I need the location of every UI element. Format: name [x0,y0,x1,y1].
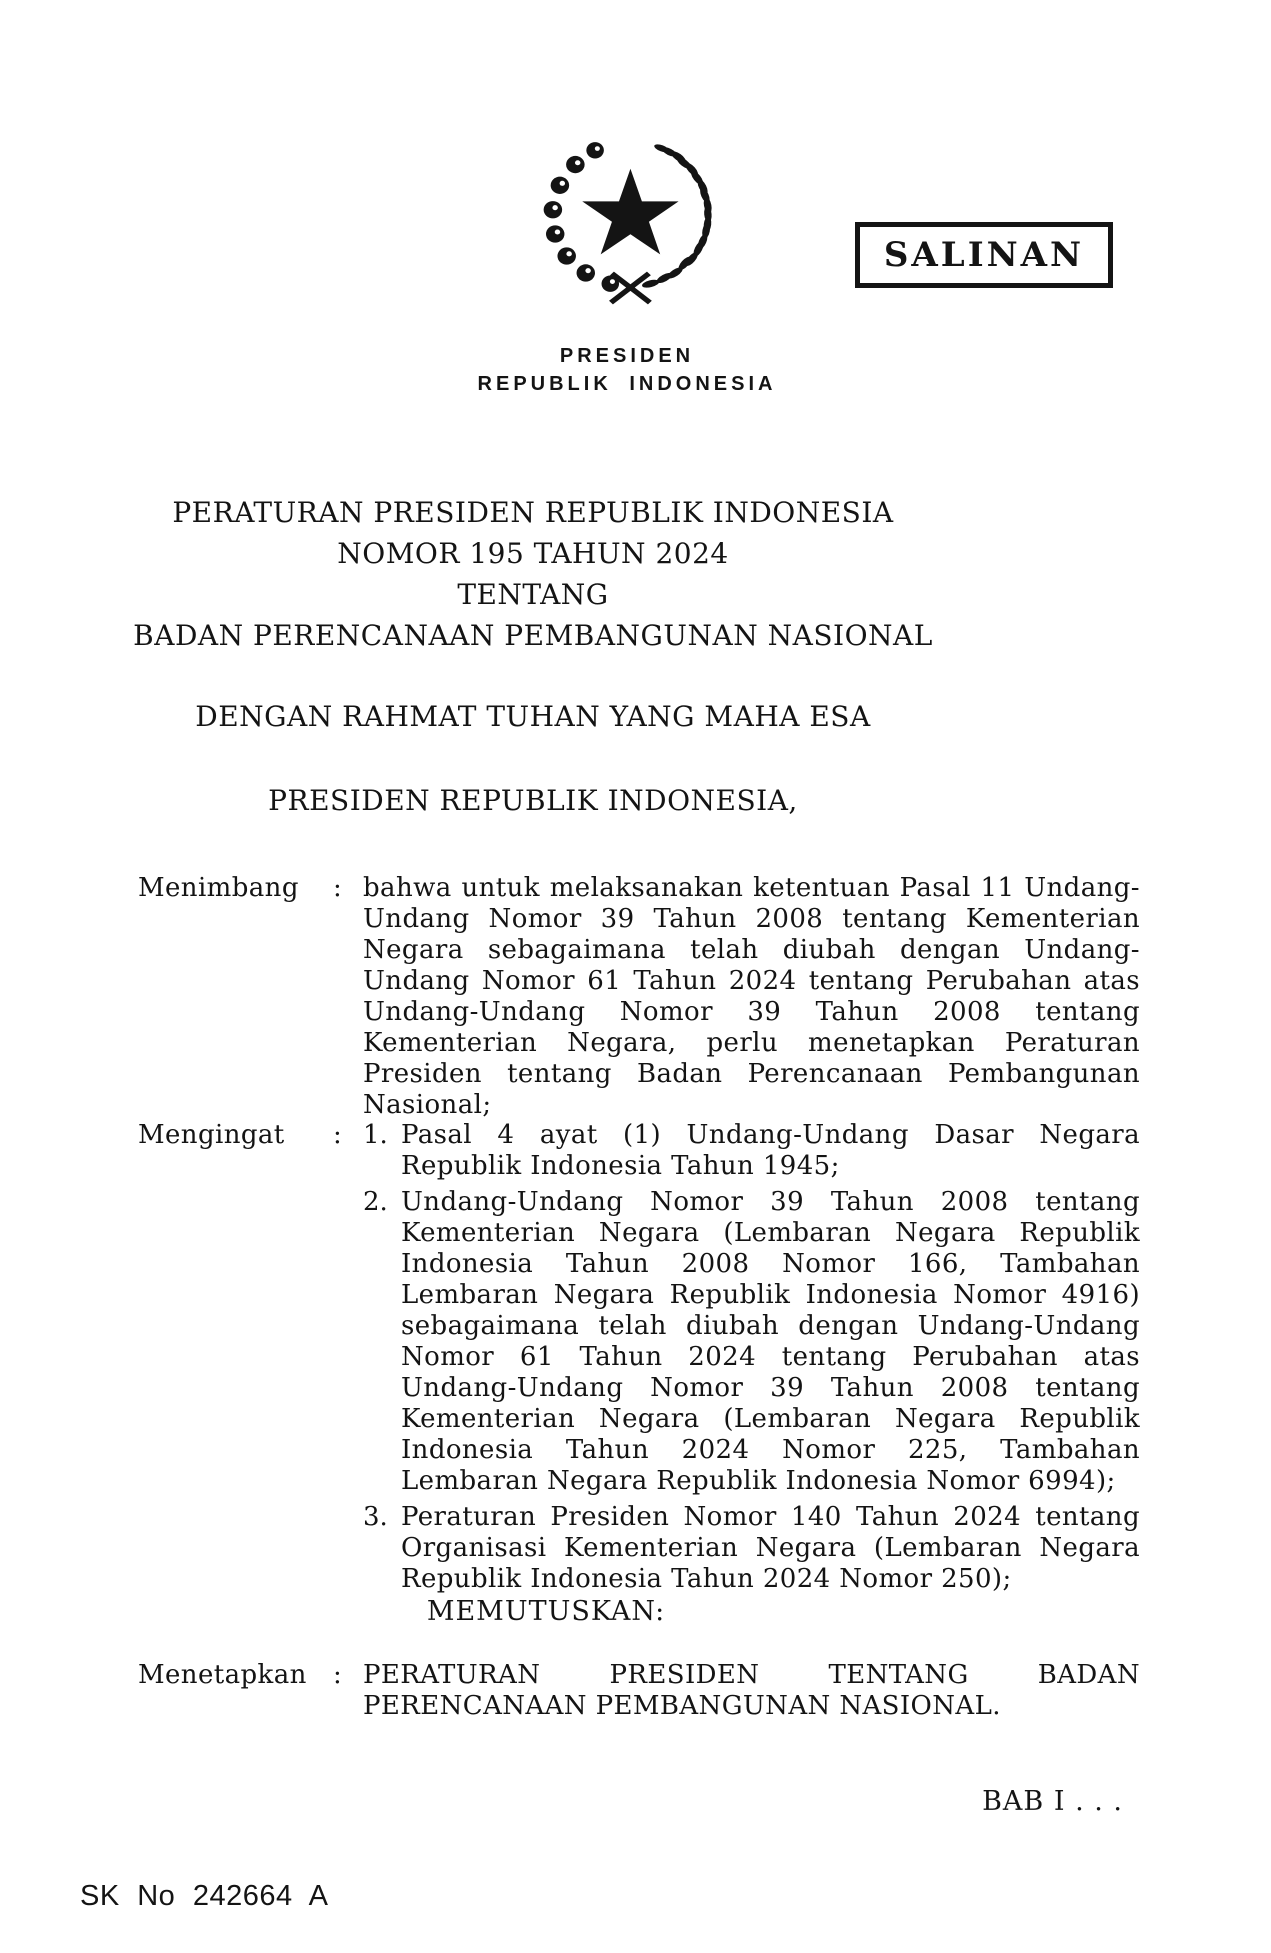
title-line-tentang: TENTANG [457,578,609,611]
menimbang-colon: : [333,873,343,903]
menimbang-label: Menimbang [138,873,299,903]
invocation-line: DENGAN RAHMAT TUHAN YANG MAHA ESA [195,700,871,733]
presidential-seal-emblem [538,136,718,318]
mengingat-list [363,1120,1140,1600]
list-item-text: Peraturan Presiden Nomor 140 Tahun 2024 tentang Organisasi Kementerian Negara (Lembaran Negara Republik Indonesia Tahun 2024 Nomor 250); [401,1502,1140,1594]
letterhead-presiden: PRESIDEN [559,345,695,367]
memutuskan-heading: MEMUTUSKAN: [426,1596,666,1627]
list-item-text: Pasal 4 ayat (1) Undang-Undang Dasar Negara Republik Indonesia Tahun 1945; [401,1120,1140,1181]
continuation-marker: BAB I . . . [982,1786,1123,1817]
menetapkan-colon: : [333,1660,343,1690]
regulation-title [33,492,1033,656]
section-menetapkan [138,1660,1140,1722]
authority-line: PRESIDEN REPUBLIK INDONESIA, [268,784,798,817]
menimbang-text: bahwa untuk melaksanakan ketentuan Pasal 11 Undang-Undang Nomor 39 Tahun 2008 tentang Kementerian Negara sebagaimana telah diubah dengan Undang-Undang Nomor 61 Tahun 2024 tentang Perubahan atas Undang-Undang Nomor 39 Tahun 2008 tentang Kementerian Negara, perlu menetapkan Peraturan Presiden tentang Badan Perencanaan Pembangunan Nasional; [363,873,1140,1120]
title-line-nomor: NOMOR 195 TAHUN 2024 [337,537,729,570]
mengingat-colon: : [333,1120,343,1150]
mengingat-label: Mengingat [138,1120,285,1150]
list-item [363,1187,1140,1497]
title-line-peraturan: PERATURAN PRESIDEN REPUBLIK INDONESIA [172,496,894,529]
list-item-number: 1. [363,1120,388,1150]
sk-number: SK No 242664 A [80,1880,329,1912]
letterhead-republik-indonesia: REPUBLIK INDONESIA [477,373,777,395]
section-menimbang [138,873,1140,1121]
list-item-text: Undang-Undang Nomor 39 Tahun 2008 tentang Kementerian Negara (Lembaran Negara Republik Indonesia Tahun 2008 Nomor 166, Tambahan Lembaran Negara Republik Indonesia Nomor 4916) sebagaimana telah diubah dengan Undang-Undang Nomor 61 Tahun 2024 tentang Perubahan atas Undang-Undang Nomor 39 Tahun 2008 tentang Kementerian Negara (Lembaran Negara Republik Indonesia Tahun 2024 Nomor 225, Tambahan Lembaran Negara Republik Indonesia Nomor 6994); [401,1187,1140,1496]
section-mengingat [138,1120,1140,1600]
list-item [363,1120,1140,1182]
list-item [363,1502,1140,1595]
menetapkan-text: PERATURAN PRESIDEN TENTANG BADAN PERENCANAAN PEMBANGUNAN NASIONAL. [363,1660,1140,1721]
salinan-stamp [855,222,1113,288]
star-wreath-icon [538,136,718,318]
title-line-badan: BADAN PERENCANAAN PEMBANGUNAN NASIONAL [133,619,933,652]
list-item-number: 2. [363,1187,388,1217]
list-item-number: 3. [363,1502,388,1532]
letterhead [427,342,827,398]
menetapkan-label: Menetapkan [138,1660,307,1690]
salinan-label: SALINAN [883,235,1085,275]
